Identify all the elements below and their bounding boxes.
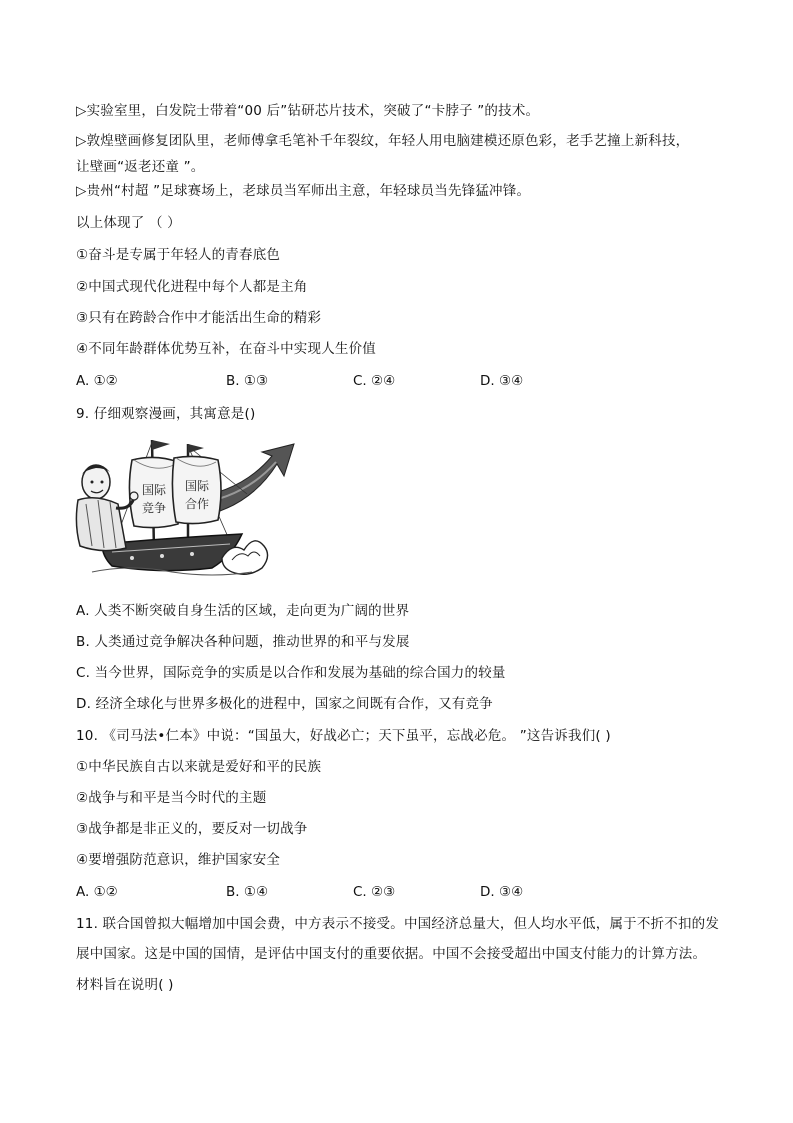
q8-option-c[interactable]: C. ②④ — [353, 373, 396, 389]
q10-option-d[interactable]: D. ③④ — [480, 884, 524, 900]
q8-bullet-3: ▷贵州“村超 ”足球赛场上，老球员当军师出主意，年轻球员当先锋猛冲锋。 — [76, 183, 531, 199]
q8-statement-3: ③只有在跨龄合作中才能活出生命的精彩 — [76, 310, 322, 326]
q8-stem: 以上体现了 （ ） — [76, 215, 181, 231]
q9-option-c[interactable]: C. 当今世界，国际竞争的实质是以合作和发展为基础的综合国力的较量 — [76, 665, 506, 681]
q8-option-b[interactable]: B. ①③ — [226, 373, 269, 389]
q10-option-a[interactable]: A. ①② — [76, 884, 118, 900]
q8-statement-1: ①奋斗是专属于年轻人的青春底色 — [76, 247, 281, 263]
q10-option-b[interactable]: B. ①④ — [226, 884, 269, 900]
q10-statement-3: ③战争都是非正义的，要反对一切战争 — [76, 821, 308, 837]
q9-option-d[interactable]: D. 经济全球化与世界多极化的进程中，国家之间既有合作，又有竞争 — [76, 696, 493, 712]
q8-option-a[interactable]: A. ①② — [76, 373, 118, 389]
q11-stem-line-2: 展中国家。这是中国的国情，是评估中国支付的重要依据。中国不会接受超出中国支付能力的计算方法。 — [76, 946, 707, 962]
q8-option-d[interactable]: D. ③④ — [480, 373, 524, 389]
q10-option-c[interactable]: C. ②③ — [353, 884, 396, 900]
q10-stem: 10. 《司马法•仁本》中说：“国虽大，好战必亡；天下虽平，忘战必危。 ”这告诉我们( ) — [76, 728, 611, 744]
q11-stem-line-1: 11. 联合国曾拟大幅增加中国会费，中方表示不接受。中国经济总量大，但人均水平低，属于不折不扣的发 — [76, 916, 720, 932]
q8-bullet-2-cont: 让壁画“返老还童 ”。 — [76, 159, 205, 175]
ship-cartoon-image — [72, 434, 297, 582]
sail-right-line-1: 国际 — [184, 479, 210, 493]
q10-statement-1: ①中华民族自古以来就是爱好和平的民族 — [76, 759, 322, 775]
q10-statement-4: ④要增强防范意识，维护国家安全 — [76, 852, 281, 868]
sail-left-line-2: 竞争 — [141, 501, 167, 515]
sail-right-line-2: 合作 — [184, 497, 210, 511]
q9-option-a[interactable]: A. 人类不断突破自身生活的区域，走向更为广阔的世界 — [76, 603, 410, 619]
q9-option-b[interactable]: B. 人类通过竞争解决各种问题，推动世界的和平与发展 — [76, 634, 410, 650]
q9-stem: 9. 仔细观察漫画，其寓意是() — [76, 406, 256, 422]
q11-stem-line-3: 材料旨在说明( ) — [76, 977, 174, 993]
q8-statement-4: ④不同年龄群体优势互补，在奋斗中实现人生价值 — [76, 341, 377, 357]
q8-statement-2: ②中国式现代化进程中每个人都是主角 — [76, 279, 308, 295]
q10-statement-2: ②战争与和平是当今时代的主题 — [76, 790, 267, 806]
q8-bullet-2: ▷敦煌壁画修复团队里，老师傅拿毛笔补千年裂纹，年轻人用电脑建模还原色彩，老手艺撞上新科技， — [76, 133, 690, 149]
sail-left-line-1: 国际 — [141, 483, 167, 497]
q8-bullet-1: ▷实验室里，白发院士带着“00 后”钻研芯片技术，突破了“卡脖子 ”的技术。 — [76, 103, 540, 119]
